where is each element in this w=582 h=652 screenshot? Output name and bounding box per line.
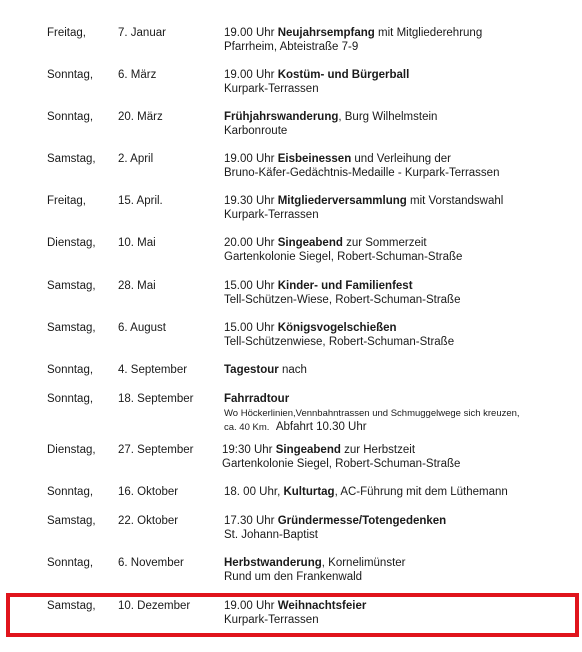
event-time: 15.00 Uhr xyxy=(224,322,278,334)
event-day: Sonntag, xyxy=(47,557,94,569)
event-date: 6. August xyxy=(118,322,166,334)
event-day: Sonntag, xyxy=(47,69,94,81)
event-location: Karbonroute xyxy=(224,125,288,137)
event-date: 28. Mai xyxy=(118,280,156,292)
event-description xyxy=(224,236,574,264)
event-date: 10. Mai xyxy=(118,237,156,249)
event-time: 19.00 Uhr xyxy=(224,69,278,81)
event-time: 15.00 Uhr xyxy=(224,280,278,292)
event-title: Mitgliederversammlung xyxy=(277,195,407,207)
event-detail: mit Mitgliederehrung xyxy=(374,27,483,39)
event-description xyxy=(224,279,574,307)
event-day: Samstag, xyxy=(47,322,96,334)
event-time: 19.00 Uhr xyxy=(224,27,278,39)
event-title: Kinder- und Familienfest xyxy=(277,280,413,292)
event-description xyxy=(224,110,574,138)
event-location: Tell-Schützen-Wiese, Robert-Schuman-Straße xyxy=(224,294,461,306)
event-detail: nach xyxy=(278,364,307,376)
event-day: Sonntag, xyxy=(47,393,94,405)
event-date: 2. April xyxy=(118,153,154,165)
event-title: Frühjahrswanderung xyxy=(224,111,339,123)
event-date: 27. September xyxy=(118,444,194,456)
event-detail: und Verleihung der xyxy=(351,153,451,165)
event-day: Samstag, xyxy=(47,280,96,292)
event-description xyxy=(224,194,574,222)
event-description xyxy=(224,599,574,627)
event-title: Singeabend xyxy=(277,237,343,249)
event-distance: ca. 40 Km. xyxy=(224,422,270,433)
event-location: Kurpark-Terrassen xyxy=(224,614,319,626)
event-date: 7. Januar xyxy=(118,27,166,39)
event-title: Tagestour xyxy=(224,364,279,376)
event-day: Sonntag, xyxy=(47,486,94,498)
event-day: Sonntag, xyxy=(47,111,94,123)
event-date: 16. Oktober xyxy=(118,486,179,498)
event-time: 19:30 Uhr xyxy=(222,444,276,456)
event-route: Wo Höckerlinien,Vennbahntrassen und Schmuggelwege sich kreuzen, xyxy=(224,408,520,419)
event-location: Kurpark-Terrassen xyxy=(224,83,319,95)
event-time: 17.30 Uhr xyxy=(224,515,278,527)
event-date: 22. Oktober xyxy=(118,515,179,527)
event-day: Freitag, xyxy=(47,27,86,39)
event-description xyxy=(224,26,574,54)
event-day: Samstag, xyxy=(47,515,96,527)
event-description xyxy=(224,392,574,434)
event-title: Gründermesse/Totengedenken xyxy=(277,515,447,527)
event-date: 10. Dezember xyxy=(118,600,191,612)
event-description xyxy=(224,68,574,96)
event-detail: , Burg Wilhelmstein xyxy=(338,111,438,123)
event-date: 20. März xyxy=(118,111,163,123)
event-description xyxy=(224,485,574,499)
event-description xyxy=(224,363,574,377)
event-day: Sonntag, xyxy=(47,364,94,376)
event-title: Weihnachtsfeier xyxy=(277,600,367,612)
event-date: 15. April. xyxy=(118,195,163,207)
event-title: Neujahrsempfang xyxy=(277,27,375,39)
event-detail: , Kornelimünster xyxy=(321,557,406,569)
event-title: Eisbeinessen xyxy=(277,153,352,165)
event-location: Tell-Schützenwiese, Robert-Schuman-Straße xyxy=(224,336,455,348)
event-day: Freitag, xyxy=(47,195,86,207)
event-location: St. Johann-Baptist xyxy=(224,529,318,541)
event-location: Bruno-Käfer-Gedächtnis-Medaille - Kurpark-Terrassen xyxy=(224,167,500,179)
event-description xyxy=(224,321,574,349)
event-description xyxy=(224,152,574,180)
event-detail: zur Herbstzeit xyxy=(340,444,416,456)
event-date: 18. September xyxy=(118,393,194,405)
event-title: Singeabend xyxy=(275,444,341,456)
event-day: Samstag, xyxy=(47,600,96,612)
event-day: Samstag, xyxy=(47,153,96,165)
event-location: Gartenkolonie Siegel, Robert-Schuman-Straße xyxy=(222,458,461,470)
event-location: Rund um den Frankenwald xyxy=(224,571,363,583)
event-title: Fahrradtour xyxy=(224,393,290,405)
event-day: Dienstag, xyxy=(47,237,96,249)
event-location: Pfarrheim, Abteistraße 7-9 xyxy=(224,41,359,53)
event-date: 6. November xyxy=(118,557,184,569)
event-description xyxy=(224,556,574,584)
event-detail: zur Sommerzeit xyxy=(342,237,427,249)
event-title: Herbstwanderung xyxy=(224,557,322,569)
event-detail: , AC-Führung mit dem Lüthemann xyxy=(334,486,508,498)
event-detail: mit Vorstandswahl xyxy=(406,195,504,207)
event-description xyxy=(224,514,574,542)
event-description xyxy=(222,443,572,471)
event-title: Kostüm- und Bürgerball xyxy=(277,69,410,81)
event-location: Gartenkolonie Siegel, Robert-Schuman-Straße xyxy=(224,251,463,263)
event-title: Kulturtag xyxy=(283,486,335,498)
event-day: Dienstag, xyxy=(47,444,96,456)
event-date: 4. September xyxy=(118,364,188,376)
event-time: 19.00 Uhr xyxy=(224,600,278,612)
event-date: 6. März xyxy=(118,69,157,81)
event-location: Kurpark-Terrassen xyxy=(224,209,319,221)
event-time: 19.30 Uhr xyxy=(224,195,278,207)
event-time: 19.00 Uhr xyxy=(224,153,278,165)
event-departure: Abfahrt 10.30 Uhr xyxy=(275,421,367,433)
event-title: Königsvogelschießen xyxy=(277,322,397,334)
event-time: 18. 00 Uhr, xyxy=(224,486,284,498)
event-time: 20.00 Uhr xyxy=(224,237,278,249)
